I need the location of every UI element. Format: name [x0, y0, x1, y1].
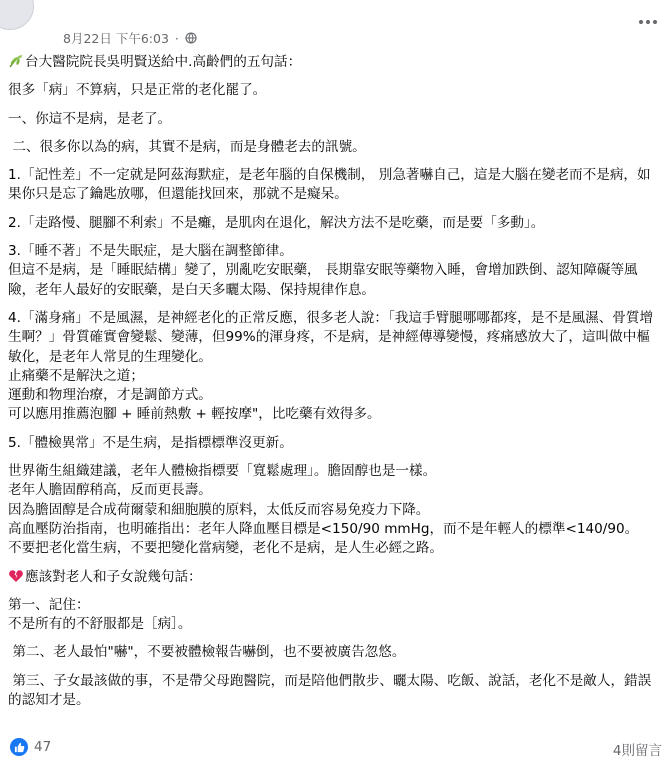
post-body: [8, 53, 662, 719]
who-line-d: 高血壓防治指南，也明確指出：老年人降血壓目標是<150/90 mmHg，而不是年輕人的標準<140/90。: [8, 520, 639, 537]
post-timestamp[interactable]: 8月22日 下午6:03: [63, 31, 169, 46]
point-4-line-c: 運動和物理治療，才是調節方式。: [8, 387, 212, 404]
advice-heading: 應該對老人和子女說幾句話：: [25, 568, 202, 585]
paragraph-advice-heading: [8, 568, 662, 587]
paragraph-intro: 很多「病」不算病，只是正常的老化罷了。: [8, 82, 267, 99]
paragraph-point-5: 5.「體檢異常」不是生病，是指標標準沒更新。: [8, 434, 293, 451]
who-line-c: 因為膽固醇是合成荷爾蒙和細胞膜的原料，太低反而容易免疫力下降。: [8, 501, 430, 518]
who-line-a: 世界衛生組織建議，老年人體檢指標要「寬鬆處理」。膽固醇也是一樣。: [8, 463, 437, 480]
point-4-heading: 4.「滿身痛」不是風濕，是神經老化的正常反應，很多老人說：「我這手臂腿哪哪都疼，是不是風濕、骨質增生啊？」骨質確實會變鬆、變薄，但99%的渾身疼，不是病，是神經傳導變慢，疼痛感放大了，這叫做中樞敏化，是老年人常見的生理變化。: [8, 309, 654, 365]
first-line-a: 第一、記住：: [8, 596, 90, 613]
paragraph-second: 第二、老人最怕"嚇"，不要被體檢報告嚇倒，也不要被廣告忽悠。: [8, 644, 406, 661]
paragraph-two: 二、很多你以為的病，其實不是病，而是身體老去的訊號。: [8, 138, 366, 155]
first-line-b: 不是所有的不舒服都是［病］。: [8, 616, 192, 633]
more-options-icon[interactable]: [638, 8, 658, 28]
meta-separator: ·: [174, 30, 179, 46]
post-title-line: [8, 53, 662, 72]
like-count[interactable]: 47: [34, 739, 52, 755]
post-header: [0, 0, 672, 52]
broken-heart-icon: [8, 568, 24, 584]
paragraph-one: 一、你這不是病，是老了。: [8, 110, 172, 127]
paragraph-point-4: [8, 309, 662, 425]
comment-count[interactable]: 4則留言: [612, 743, 662, 759]
point-3-body: 但這不是病，是「睡眠結構」變了，別亂吃安眠藥， 長期靠安眠等藥物入睡，會增加跌倒、認知障礙等風險，老年人最好的安眠藥，是白天多曬太陽、保持規律作息。: [8, 262, 638, 298]
paragraph-point-2: 2.「走路慢、腿腳不利索」不是癱，是肌肉在退化，解決方法不是吃藥，而是要「多動」。: [8, 214, 545, 231]
paragraph-first: [8, 596, 662, 635]
paragraph-third: 第三、子女最該做的事，不是帶父母跑醫院，而是陪他們散步、曬太陽、吃飯、說話，老化不是敵人，錯誤的認知才是。: [8, 672, 652, 709]
post-title: 台大醫院院長吳明賢送給中.高齡們的五句話：: [25, 54, 302, 70]
herb-leaf-icon: [8, 53, 24, 69]
point-4-line-d: 可以應用推薦泡腳 + 睡前熱敷 + 輕按摩"，比吃藥有效得多。: [8, 406, 381, 423]
paragraph-who: [8, 462, 662, 558]
who-line-b: 老年人膽固醇稍高，反而更長壽。: [8, 482, 212, 499]
paragraph-point-1: 1.「記性差」不一定就是阿茲海默症，是老年腦的自保機制， 別急著嚇自己，這是大腦在變老而不是病，如果你只是忘了鑰匙放哪，但還能找回來，那就不是癡呆。: [8, 167, 651, 203]
who-line-e: 不要把老化當生病，不要把變化當病變，老化不是病，是人生必經之路。: [8, 540, 443, 557]
point-4-line-b: 止痛藥不是解決之道；: [8, 367, 144, 384]
thumbs-up-icon[interactable]: [10, 738, 28, 756]
paragraph-point-3: [8, 242, 662, 300]
globe-icon: [185, 32, 197, 44]
point-3-heading: 3.「睡不著」不是失眠症，是大腦在調整節律。: [8, 243, 293, 260]
post-footer: [0, 732, 672, 765]
avatar[interactable]: [0, 0, 34, 30]
post-meta: [63, 29, 197, 47]
